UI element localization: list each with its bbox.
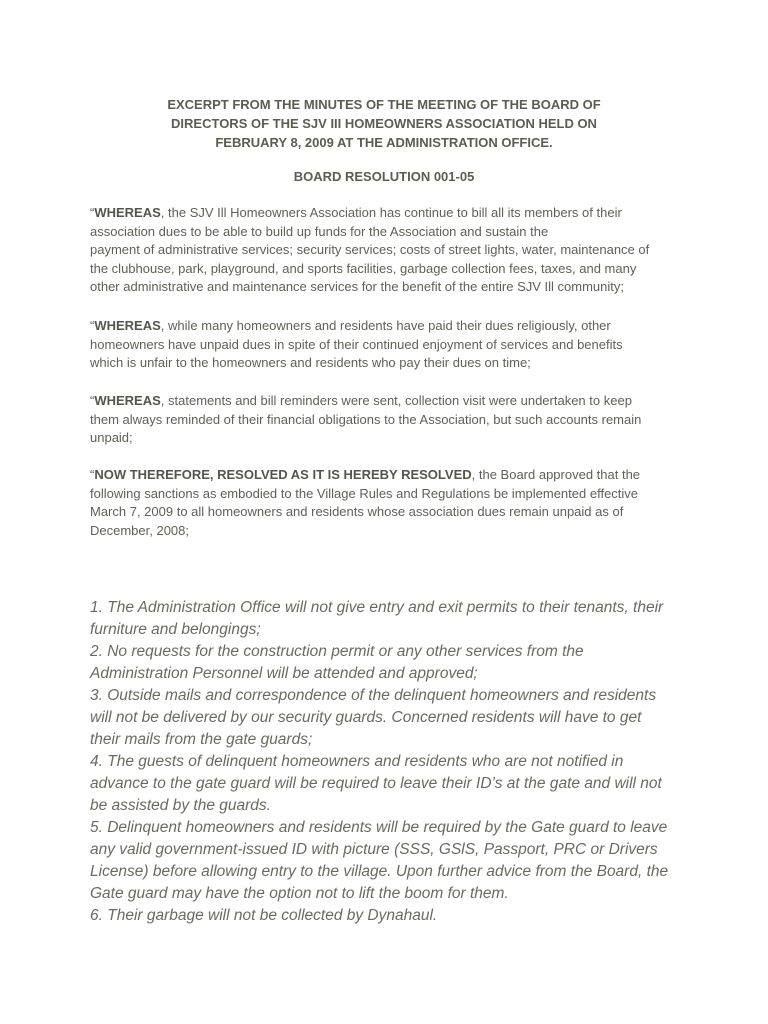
sanction-line: advance to the gate guard will be required to leave their ID’s at the gate and will not [90,775,662,792]
sanction-line: 6. Their garbage will not be collected by Dynahaul. [90,907,438,924]
sanction-line: Gate guard may have the option not to lift the boom for them. [90,885,509,902]
whereas-clause-1 [90,204,682,297]
sanction-line: be assisted by the guards. [90,797,271,814]
clause-line: unpaid; [90,430,133,446]
clause-line: payment of administrative services; security services; costs of street lights, water, maintenance of [90,242,650,258]
clause-line: which is unfair to the homeowners and residents who pay their dues on time; [90,355,531,371]
clause-keyword: WHEREAS [94,393,161,408]
clause-line: March 7, 2009 to all homeowners and residents whose association dues remain unpaid as of [90,504,624,520]
clause-line: December, 2008; [90,522,190,538]
sanctions-list [90,597,680,927]
sanction-line: 5. Delinquent homeowners and residents will be required by the Gate guard to leave [90,819,668,836]
sanction-line: License) before allowing entry to the village. Upon further advice from the Board, the [90,863,669,880]
clause-line [90,392,682,411]
clause-text: , while many homeowners and residents have paid their dues religiously, other [160,318,611,333]
header-line: EXCERPT FROM THE MINUTES OF THE MEETING OF THE BOARD OF [167,97,601,112]
open-quote: “ [90,318,95,333]
sanction-line: 3. Outside mails and correspondence of the delinquent homeowners and residents [90,687,657,704]
sanction-line: 2. No requests for the construction permit or any other services from the [90,643,584,660]
open-quote: “ [90,205,95,220]
header-line: DIRECTORS OF THE SJV III HOMEOWNERS ASSOCIATION HELD ON [171,116,597,131]
clause-line [90,466,682,485]
whereas-clause-2 [90,317,682,373]
sanction-line: their mails from the gate guards; [90,731,313,748]
sanction-line: Administration Personnel will be attended and approved; [90,665,478,682]
clause-text: , the SJV Ill Homeowners Association has continue to bill all its members of their [160,205,622,220]
clause-line: homeowners have unpaid dues in spite of their continued enjoyment of services and benefits [90,336,623,352]
whereas-clause-3 [90,392,682,448]
sanction-line: 4. The guests of delinquent homeowners and residents who are not notified in [90,753,624,770]
resolution-title: BOARD RESOLUTION 001-05 [293,169,475,184]
open-quote: “ [90,393,95,408]
clause-keyword: NOW THEREFORE, RESOLVED AS IT IS HEREBY RESOLVED [94,467,472,482]
header-line: FEBRUARY 8, 2009 AT THE ADMINISTRATION OFFICE. [215,135,553,150]
minutes-header [90,95,678,152]
sanction-line: any valid government-issued ID with picture (SSS, GSlS, Passport, PRC or Drivers [90,841,658,858]
clause-text: , statements and bill reminders were sent, collection visit were undertaken to keep [160,393,632,408]
clause-keyword: WHEREAS [94,205,161,220]
sanction-line: will not be delivered by our security guards. Concerned residents will have to get [90,709,642,726]
clause-keyword: WHEREAS [94,318,161,333]
clause-line: them always reminded of their financial obligations to the Association, but such accounts remain [90,411,642,427]
clause-line: following sanctions as embodied to the Village Rules and Regulations be implemented effective [90,485,639,501]
clause-text: , the Board approved that the [471,467,641,482]
clause-line [90,204,682,223]
sanction-line: 1. The Administration Office will not give entry and exit permits to their tenants, their [90,599,664,616]
resolved-clause [90,466,682,540]
clause-line: the clubhouse, park, playground, and sports facilities, garbage collection fees, taxes, and many [90,260,637,276]
open-quote: “ [90,467,95,482]
clause-line [90,317,682,336]
clause-line: other administrative and maintenance services for the benefit of the entire SJV Ill community; [90,279,624,295]
sanction-line: furniture and belongings; [90,621,261,638]
clause-line: association dues to be able to build up funds for the Association and sustain the [90,223,549,239]
